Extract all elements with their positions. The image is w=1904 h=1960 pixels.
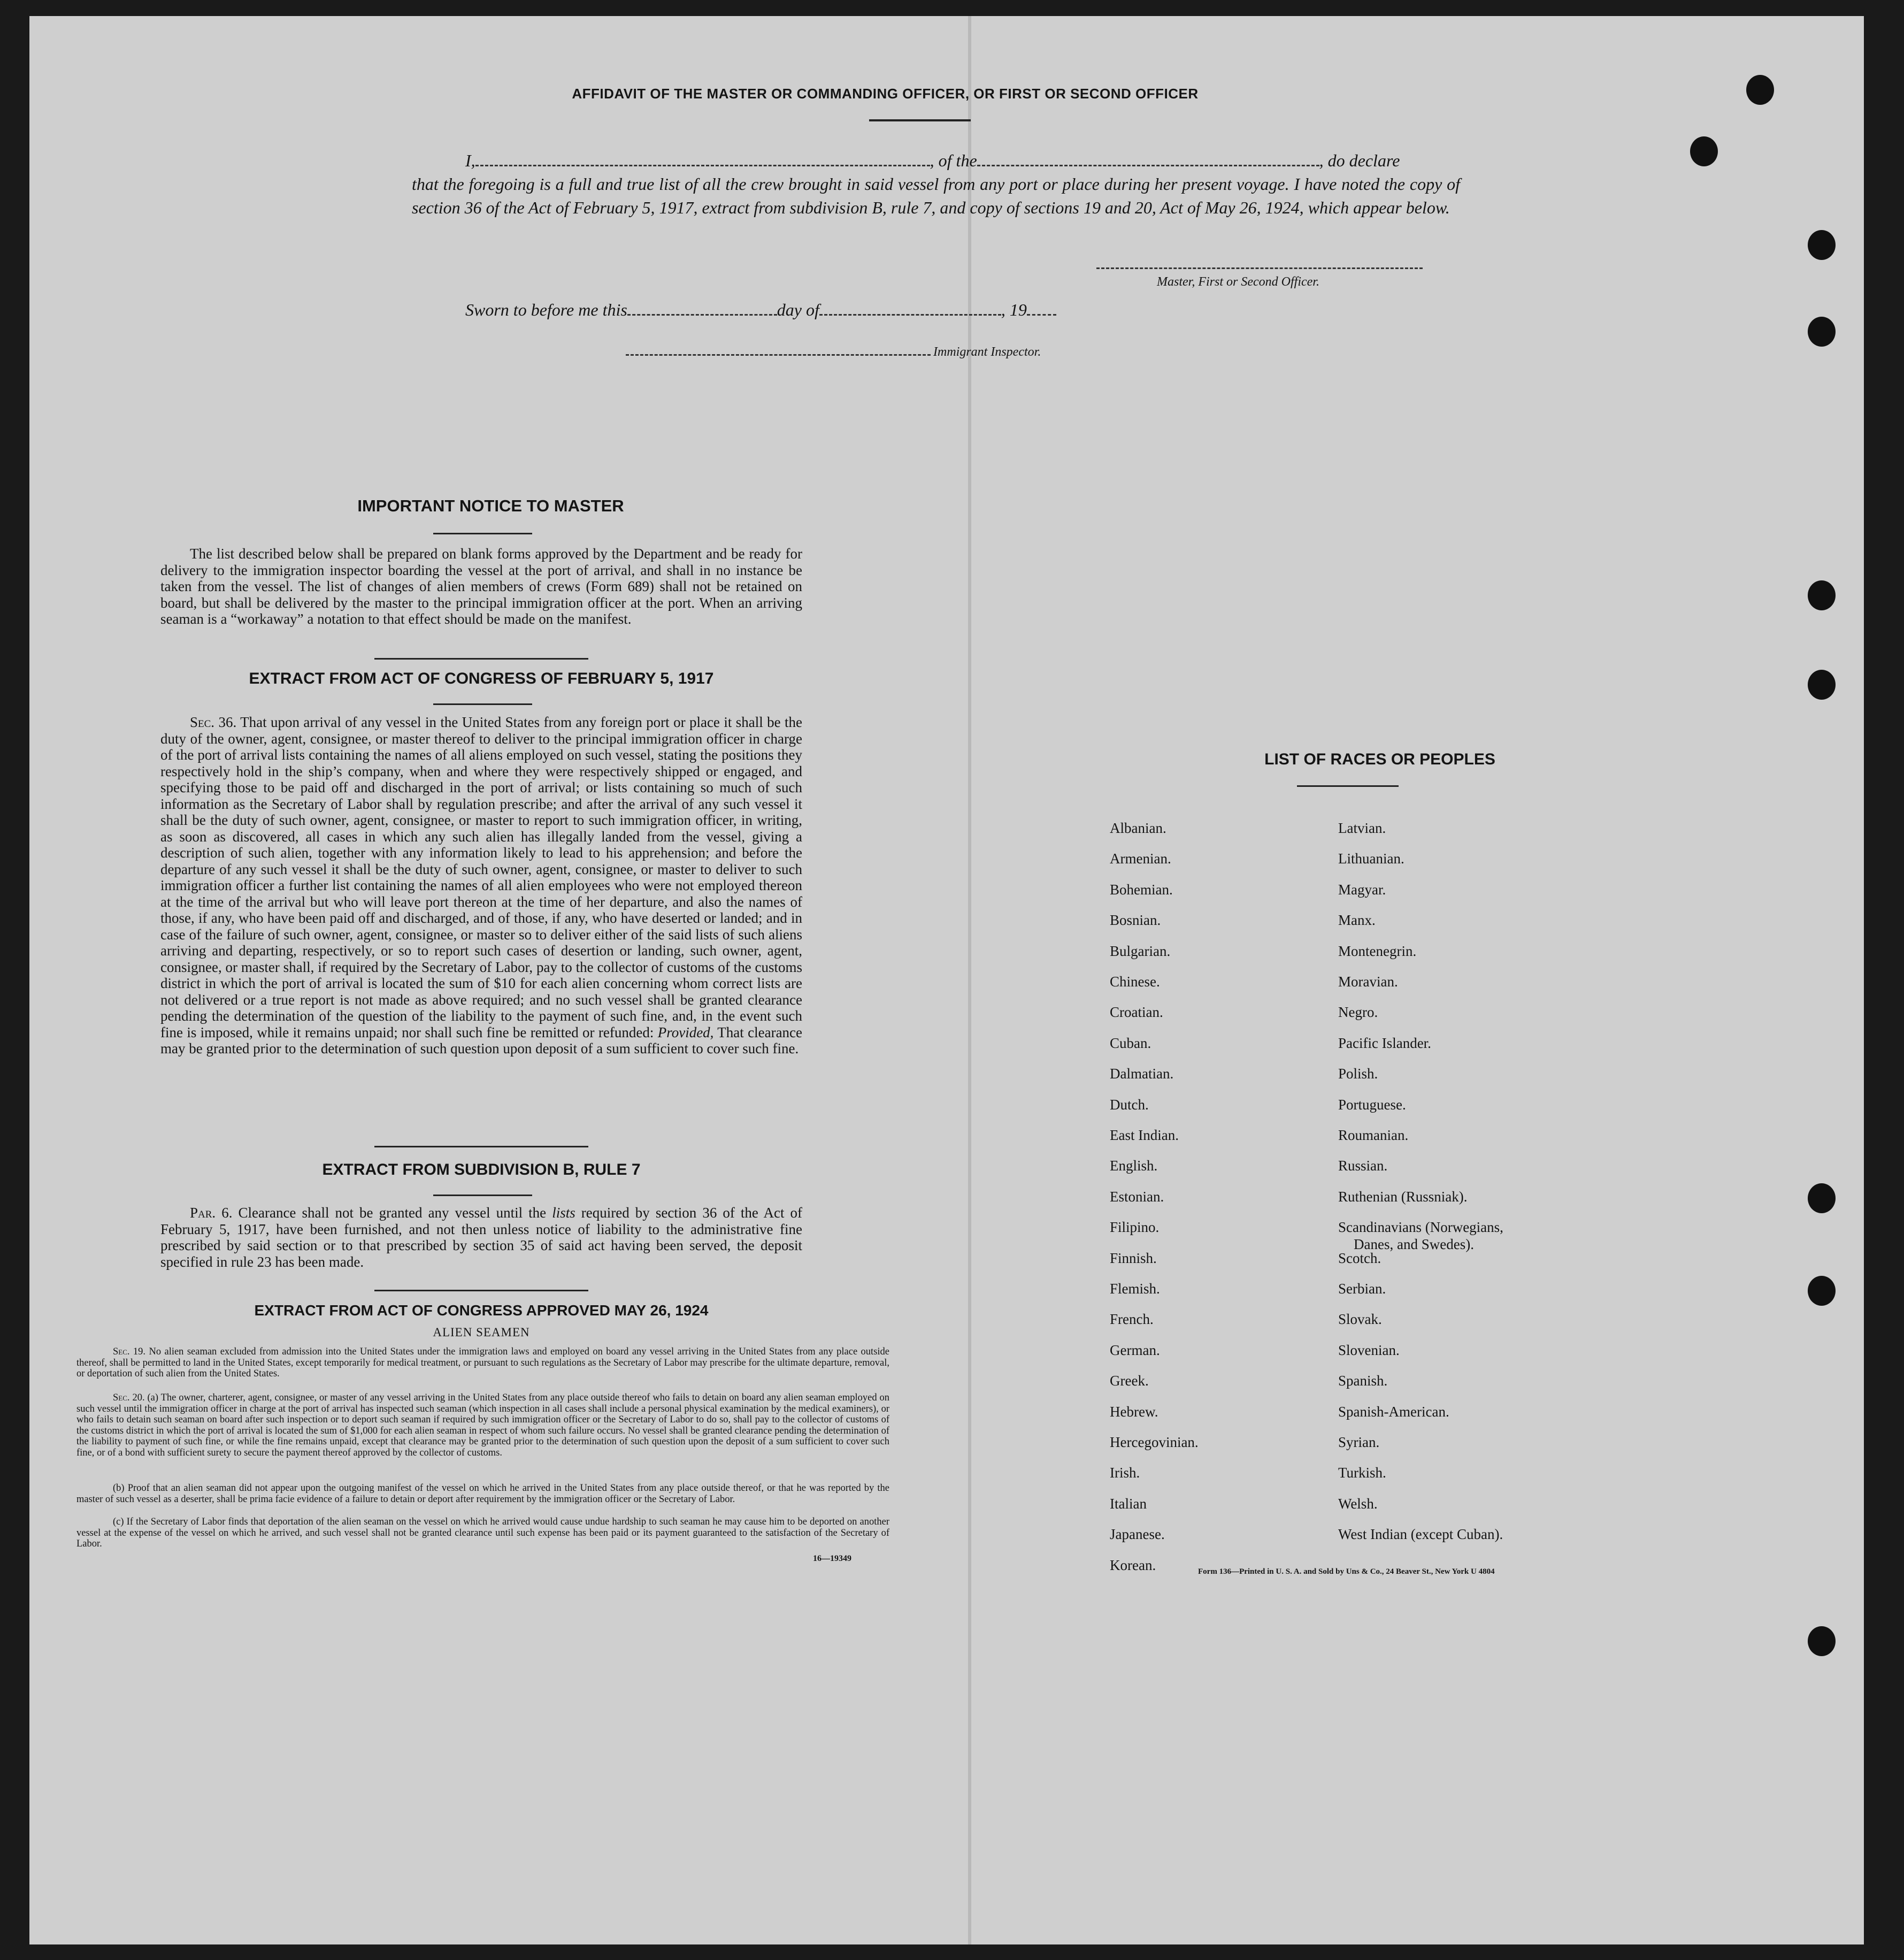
punch-hole (1808, 230, 1836, 260)
race-item: Greek. (1110, 1373, 1149, 1389)
race-item: English. (1110, 1158, 1158, 1174)
race-item: Lithuanian. (1338, 851, 1404, 867)
race-item: German. (1110, 1342, 1160, 1358)
punch-hole (1690, 136, 1718, 166)
name-blank[interactable] (475, 152, 930, 166)
race-item: Dutch. (1110, 1096, 1149, 1113)
race-item: Montenegrin. (1338, 943, 1417, 959)
day-blank[interactable] (627, 301, 777, 316)
sec-20b-text: (b) Proof that an alien seaman did not appear upon the outgoing manifest of the vessel on which he arrived in the United States from any place outside thereof, or that he was reported by the master of such vessel as a deserter, shall be prima facie evidence of a failure to detain or deport after requirement by the immigration officer or the Secretary of Labor. (76, 1483, 889, 1505)
race-item: French. (1110, 1311, 1154, 1328)
inspector-signature-line[interactable] (626, 354, 931, 356)
race-item: Syrian. (1338, 1434, 1380, 1450)
race-item: Polish. (1338, 1066, 1378, 1082)
master-caption: Master, First or Second Officer. (1157, 275, 1319, 289)
punch-hole (1808, 317, 1836, 347)
par-6-text-a: Clearance shall not be granted any vessel until the (238, 1205, 547, 1221)
race-item: East Indian. (1110, 1127, 1179, 1143)
race-item: Dalmatian. (1110, 1066, 1174, 1082)
sec-19-body: No alien seaman excluded from admission into the United States under the immigration laws and employed on board any vessel arriving in the United States from any place outside thereof, shall be permitted to land in the United States, except temporarily for medical treatment, or pursuant to such regulations as the Secretary of Labor may prescribe for the ultimate departure, removal, or deportation of such alien from the United States. (76, 1346, 889, 1379)
sec-20a-text (76, 1392, 889, 1458)
sworn-year: , 19 (1001, 300, 1027, 319)
race-item: Japanese. (1110, 1526, 1165, 1543)
act-1924-title: EXTRACT FROM ACT OF CONGRESS APPROVED MAY 26, 1924 (254, 1302, 709, 1319)
par-6-label: Par. 6. (190, 1205, 233, 1221)
section-rule-3 (374, 1290, 588, 1291)
sec-36-text-end: That clearance may be granted prior to the determination of such question upon deposit of a sum sufficient to cover such fine. (160, 1024, 803, 1056)
sec-36-label: Sec. 36. (190, 714, 237, 730)
race-item: Latvian. (1338, 820, 1386, 836)
race-item: Manx. (1338, 912, 1376, 929)
races-title: LIST OF RACES OR PEOPLES (1264, 751, 1495, 768)
punch-hole (1808, 1626, 1836, 1656)
race-item: Pacific Islander. (1338, 1035, 1431, 1051)
race-item: Ruthenian (Russniak). (1338, 1188, 1468, 1205)
act-1917-rule (433, 703, 532, 705)
punch-hole (1808, 580, 1836, 610)
inspector-caption: Immigrant Inspector. (933, 345, 1041, 359)
race-item: Bosnian. (1110, 912, 1161, 929)
race-item: Italian (1110, 1495, 1147, 1512)
race-item: Turkish. (1338, 1465, 1386, 1481)
race-item: Estonian. (1110, 1188, 1164, 1205)
race-item: Welsh. (1338, 1495, 1378, 1512)
notice-title: IMPORTANT NOTICE TO MASTER (357, 496, 624, 515)
lists-word: lists (552, 1205, 575, 1221)
notice-rule (433, 533, 532, 534)
year-blank[interactable] (1027, 301, 1056, 316)
race-item: Scandinavians (Norwegians, (1338, 1219, 1503, 1236)
race-item: Spanish-American. (1338, 1403, 1449, 1420)
form-footer: Form 136—Printed in U. S. A. and Sold by Uns & Co., 24 Beaver St., New York U 4804 (1198, 1567, 1495, 1576)
form-sheet (29, 16, 1864, 1944)
sworn-day-of: day of (777, 300, 819, 319)
race-item: Slovenian. (1338, 1342, 1400, 1358)
race-item: Spanish. (1338, 1373, 1388, 1389)
act-1917-text (160, 714, 802, 1057)
race-item: Hercegovinian. (1110, 1434, 1199, 1450)
sec-20c-text: (c) If the Secretary of Labor finds that deportation of the alien seaman on the vessel on which he arrived would cause undue hardship to such seaman he may cause him to be deported on another vessel at the expense of the vessel on which he arrived, and such vessel shall not be granted clearance until such expense has been paid or its payment guaranteed to the satisfaction of the Secretary of Labor. (76, 1517, 889, 1549)
provided-label: Provided, (657, 1024, 714, 1040)
race-item: Serbian. (1338, 1281, 1386, 1297)
race-item: Slovak. (1338, 1311, 1382, 1328)
race-item: Albanian. (1110, 820, 1166, 836)
sec-19-label: Sec. 19. (113, 1346, 146, 1357)
affidavit-declaration: that the foregoing is a full and true list of all the crew brought in said vessel from any port or place during her present voyage. I have noted the copy of section 36 of the Act of February 5, 1917, extract from subdivision B, rule 7, and copy of sections 19 and 20, Act of May 26, 1924, which appear below. (412, 174, 1460, 217)
sec-20-label: Sec. 20. (113, 1392, 145, 1403)
race-item: Portuguese. (1338, 1096, 1406, 1113)
rule-7-text (160, 1205, 802, 1270)
rule-7-rule (433, 1195, 532, 1196)
form-code: 16—19349 (813, 1554, 851, 1563)
par-6-text-b: required by section 36 of the Act of February 5, 1917, have been furnished, and not then unless notice of liability to the administrative fine prescribed by said section or to that prescribed by section 35 of said act having been served, the deposit specified in rule 23 has been made. (160, 1205, 802, 1270)
race-item: Korean. (1110, 1557, 1156, 1573)
race-item: Chinese. (1110, 974, 1160, 990)
act-1917-title: EXTRACT FROM ACT OF CONGRESS OF FEBRUARY 5, 1917 (249, 670, 714, 687)
race-item: Finnish. (1110, 1250, 1157, 1266)
race-item: Flemish. (1110, 1281, 1160, 1297)
race-item: Danes, and Swedes). (1354, 1236, 1474, 1253)
affidavit-declaration-line (412, 149, 1460, 172)
notice-text: The list described below shall be prepared on blank forms approved by the Department and be ready for delivery to the immigration inspector boarding the vessel at the port of arrival, and shall in no instance be taken from the vessel. The list of changes of alien members of crews (Form 689) shall not be retained on board, but shall be delivered by the master to the principal immigration officer at the port. When an arriving seaman is a “workaway” a notation to that effect should be made on the manifest. (160, 546, 802, 627)
race-item: Irish. (1110, 1465, 1140, 1481)
race-item: Bulgarian. (1110, 943, 1171, 959)
race-item: Scotch. (1338, 1250, 1381, 1266)
race-item: Russian. (1338, 1158, 1388, 1174)
race-item: Negro. (1338, 1004, 1378, 1021)
sec-36-text: That upon arrival of any vessel in the United States from any foreign port or place it shall be the duty of the owner, agent, consignee, or master thereof to deliver to the principal immigration officer in charge of the port of arrival lists containing the names of all aliens employed on such vessel, stating the positions they respectively hold in the ship’s company, when and where they were respectively shipped or engaged, and specifying those to be paid off and discharged in the port of arrival; or lists containing so much of such information as the Secretary of Labor shall by regulation prescribe; and after the arrival of any such vessel it shall be the duty of such owner, agent, consignee, or master to report to such immigration officer, in writing, as soon as discovered, all cases in which any such alien has illegally landed from the vessel, giving a description of such alien, together with any information likely to lead to his apprehension; and before the departure of any such vessel it shall be the duty of such owner, agent, consignee, or master to deliver to such immigration officer a further list containing the names of all alien employees who were not employed thereon at the time of the arrival but who will leave port thereon at the time of her departure, and also the names of those, if any, who have been paid off and discharged, and of those, if any, who have deserted or landed; and in case of the failure of such owner, agent, consignee, or master so to deliver either of the said lists of such aliens arriving and departing, respectively, or so to report such cases of desertion or landing, such owner, agent, consignee, or master shall, if required by the Secretary of Labor, pay to the collector of customs of the customs district in which the port of arrival is located the sum of $10 for each alien concerning whom correct lists are not delivered or a true report is not made as above required; and no such vessel shall be granted clearance pending the determination of the question of the liability to the payment of such fine, and, in the event such fine is imposed, while it remains unpaid; nor shall such fine be remitted or refunded: (160, 714, 802, 1040)
vessel-blank[interactable] (977, 152, 1319, 166)
decl-i: I, (465, 151, 475, 170)
punch-hole (1808, 1183, 1836, 1213)
section-rule-2 (374, 1146, 588, 1147)
punch-hole (1746, 75, 1774, 105)
punch-hole (1808, 670, 1836, 700)
section-rule (374, 658, 588, 660)
sec-19-text (76, 1346, 889, 1380)
race-item: Bohemian. (1110, 881, 1173, 898)
sec-20a-body: (a) The owner, charterer, agent, consignee, or master of any vessel arriving in the United States from any place outside thereof who fails to detain on board any alien seaman employed on such vessel until the immigration officer in charge at the port of arrival has inspected such seaman (which inspection in all cases shall include a personal physical examination by the medical examiners), or who fails to detain such seaman on board after such inspection or to deport such seaman if required by such immigration officer or the Secretary of Labor to do so, shall pay to the collector of customs of the customs district in which the port of arrival is located the sum of $1,000 for each alien seaman in respect of whom such failure occurs. No vessel shall be granted clearance pending the determination of the liability to payment of such fine, or while the fine remains unpaid, except that clearance may be granted prior to the determination of such question upon the deposit of a sum sufficient to cover such fine, or of a bond with sufficient surety to secure the payment thereof approved by the collector of customs. (76, 1392, 890, 1458)
sworn-line (465, 298, 1161, 321)
decl-of-the: , of the (930, 151, 977, 170)
act-1924-subtitle: ALIEN SEAMEN (433, 1326, 530, 1339)
race-item: Cuban. (1110, 1035, 1151, 1051)
decl-do-declare: , do declare (1319, 151, 1400, 170)
rule-7-title: EXTRACT FROM SUBDIVISION B, RULE 7 (322, 1161, 641, 1178)
punch-hole (1808, 1276, 1836, 1306)
race-item: Croatian. (1110, 1004, 1163, 1021)
race-item: Armenian. (1110, 851, 1171, 867)
race-item: Moravian. (1338, 974, 1398, 990)
race-item: Roumanian. (1338, 1127, 1409, 1143)
affidavit-title: AFFIDAVIT OF THE MASTER OR COMMANDING OFFICER, OR FIRST OR SECOND OFFICER (572, 86, 1199, 102)
title-rule (869, 119, 971, 121)
race-item: West Indian (except Cuban). (1338, 1526, 1503, 1543)
race-item: Filipino. (1110, 1219, 1160, 1236)
race-item: Hebrew. (1110, 1403, 1158, 1420)
month-blank[interactable] (819, 301, 1001, 316)
race-item: Magyar. (1338, 881, 1386, 898)
races-rule (1297, 785, 1399, 787)
sworn-prefix: Sworn to before me this (465, 300, 627, 319)
master-signature-line[interactable] (1096, 267, 1423, 269)
